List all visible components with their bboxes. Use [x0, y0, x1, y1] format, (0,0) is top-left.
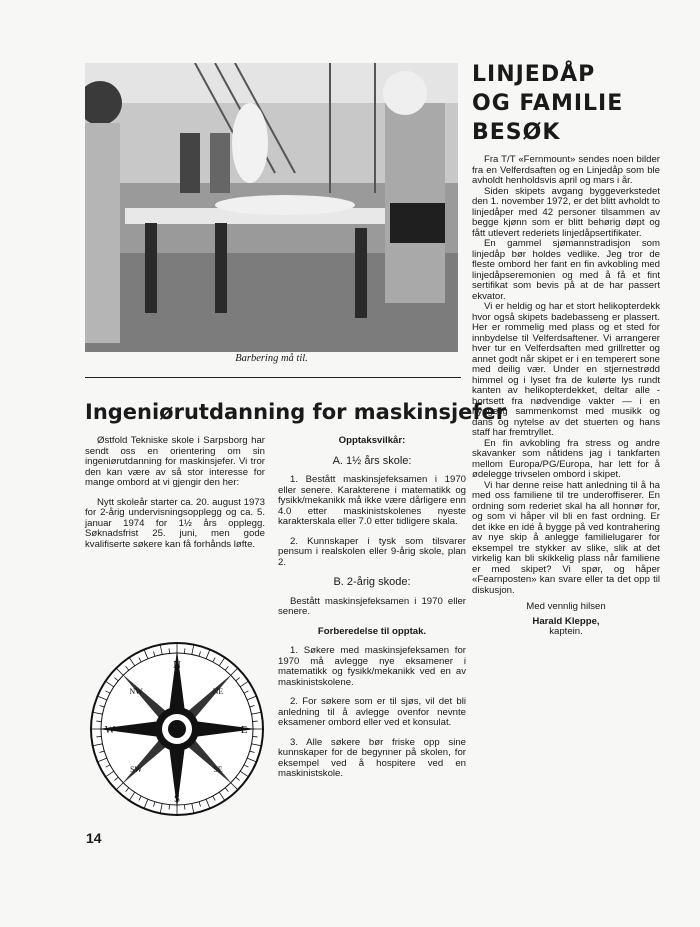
- divider-rule: [85, 377, 461, 378]
- main-article-title: Ingeniørutdanning for maskinsjefer: [85, 400, 507, 424]
- compass-label-sw: SW: [130, 765, 142, 774]
- paragraph: Østfold Tekniske skole i Sarpsborg har sendt oss en orientering om sin ingeniørutdanning for maskinsjefer. Vi tror den kan være av så stor interesse for mange ombord at vi gjengir den her:: [85, 435, 265, 488]
- photo-caption: Barbering må til.: [235, 353, 308, 364]
- paragraph: Vi har denne reise hatt anledning til å ha med oss familiene til tre underoffiserer. En ordning som rederiet skal ha all honnør for, og som vi håper vil bli en fast ordning. Er det ikke en idé å bygge på ved kontrahering av nye skip å anlegge familielugarer for eksempel tre stykker av slike, slik at det virkelig kan bli skikkelig plass når familiene er med skipet? Vi spør, og håper «Fearnposten» kan svare eller ta det opp til diskusjon.: [472, 479, 660, 596]
- signature-title: kaptein.: [549, 626, 583, 637]
- paragraph: En fin avkobling fra stress og andre skavanker som nåtidens jag i tankfarten mellom Europa/PG/Europa, har lett for å ødelegge trivselen ombord i skipet.: [472, 437, 660, 480]
- side-article-title: [472, 60, 672, 147]
- compass-label-s: S: [173, 793, 181, 805]
- list-item: 3. Alle søkere bør friske opp sine kunnskaper for de begynner på skolen, for eksempel ved å hospitere ved en maskinistskole.: [278, 736, 466, 779]
- compass-label-se: SE: [213, 765, 223, 774]
- ceremony-photo: [85, 63, 458, 352]
- side-article-body: [472, 155, 660, 638]
- b-text: Bestått maskinsjefeksamen i 1970 eller senere.: [278, 595, 466, 617]
- title-line: OG FAMILIE: [472, 91, 624, 116]
- compass-label-w: W: [104, 724, 116, 736]
- signature-name: Harald Kleppe,: [532, 615, 600, 627]
- compass-label-nw: NW: [129, 687, 143, 696]
- a-heading: A. 1½ års skole:: [332, 454, 412, 467]
- conditions-heading: Opptaksvilkår:: [338, 435, 406, 446]
- closing: Med vennlig hilsen: [526, 601, 606, 612]
- prep-heading: Forberedelse til opptak.: [317, 625, 427, 637]
- paragraph: Siden skipets avgang byggeverkstedet den 1. november 1972, er det blitt avholdt to linjedåper med 42 personer tilsammen av begge kjønn som er blitt behørig døpt og fått utlevert rederiets linjedåpsertifikater.: [472, 185, 660, 239]
- title-line: LINJEDÅP: [472, 62, 596, 87]
- compass-label-n: N: [173, 659, 181, 671]
- list-item: 2. For søkere som er til sjøs, vil det bli anledning til å avlegge ovenfor nevnte eksamener ombord eller ved et konsulat.: [278, 696, 466, 728]
- list-item: 2. Kunnskaper i tysk som tilsvarer pensum i realskolen eller 9-årig skole, plan 2.: [278, 535, 466, 568]
- main-article-left-column: [85, 436, 265, 559]
- compass-label-e: E: [240, 724, 248, 736]
- title-line: BESØK: [472, 120, 561, 145]
- compass-label-ne: NE: [212, 687, 224, 696]
- main-article-right-column: [278, 436, 466, 789]
- paragraph: Vi er heldig og har et stort helikopterdekk hvor også skipets badebasseng er plassert. Her er rommelig med plass og et sted for innbydelse til Velferdsaftener. Vi arrangerer hver tur en Velferdsaften med grillretter og annet godt når skipet er i en temperert sone med deilig vær. Under en stjernestrødd himmel og i lyset fra de kulørte lys rundt kanten av helikopterdekket, deltar alle - bortsett fra nødvendige vakter — i en hyggelig sammenkomst med musikk og dans og nytelse av det stuerten og hans staff har fremtryllet.: [472, 301, 660, 438]
- compass-rose-illustration: [88, 640, 266, 818]
- paragraph: Fra T/T «Fernmount» sendes noen bilder fra en Velferdsaften og en Linjedåp som ble avholdt henholdsvis april og mars i år.: [472, 154, 660, 186]
- list-item: 1. Søkere med maskinsjefeksamen for 1970 må avlegge nye eksamener i matematikk og fysikk/mekanikk ved en av maskinistskolene.: [278, 645, 466, 688]
- paragraph: Nytt skoleår starter ca. 20. august 1973 for 2-årig undervisningsopplegg og ca. 5. januar 1974 for 1½ års opplegg. Søknadsfrist 25. juni, men gode kvalifiserte søkere kan få forhånds løfte.: [85, 496, 265, 550]
- list-item: 1. Bestått maskinsjefeksamen i 1970 eller senere. Karakterene i matematikk og fysikk/mekanikk må ikke være dårligere enn 4.0 etter maskinistskolenes nyeste karakterskala eller 7.0 etter tidligere skala.: [278, 474, 466, 527]
- b-heading: B. 2-årig skode:: [333, 576, 411, 588]
- page-number: 14: [86, 830, 102, 846]
- paragraph: En gammel sjømannstradisjon som linjedåp bør holdes vedlike. Jeg tror de fleste ombord her fant en fin avkobling med linjedåpseremonien og med å få et fint sertifikat som bevis på at de har passert ekvator.: [472, 238, 660, 302]
